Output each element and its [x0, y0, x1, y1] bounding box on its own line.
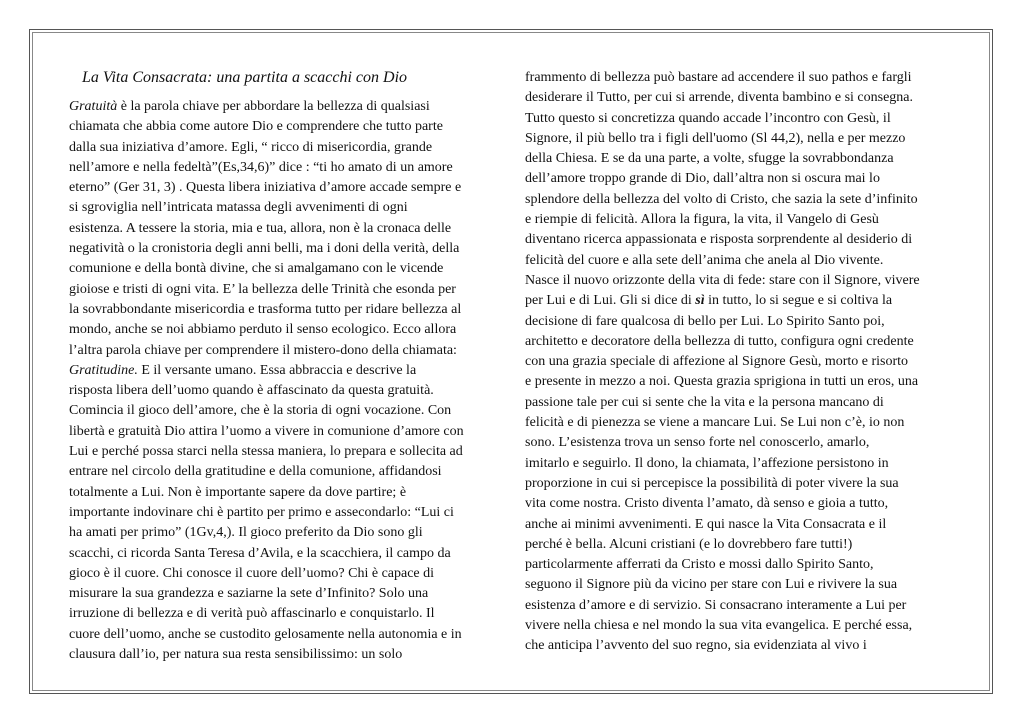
text-segment: particolarmente afferrati da Cristo e mossi dallo Spirito Santo,: [525, 557, 874, 573]
text-line: [69, 604, 489, 624]
text-line: [525, 190, 945, 210]
text-segment: che anticipa l’avvento del suo regno, sia evidenziata al vivo i: [525, 638, 867, 654]
text-segment: frammento di bellezza può bastare ad accendere il suo pathos e fargli: [525, 70, 912, 85]
text-line: [69, 341, 489, 361]
text-segment: totalmente a Lui. Non è importante sapere da dove partire; è: [69, 484, 407, 500]
text-line: [525, 636, 945, 656]
text-segment: cuore dell’uomo, anche se custodito gelosamente nella autonomia e in: [69, 626, 462, 642]
text-segment: felicità del cuore e alla sete dell’anima che anela al Dio vivente.: [525, 252, 884, 268]
text-line: [525, 596, 945, 616]
text-line: [69, 280, 489, 300]
text-segment: vivere nella chiesa e nel mondo la sua vita evangelica. E perché essa,: [525, 618, 913, 634]
text-line: [525, 474, 945, 494]
text-segment: gioiose e tristi di ogni vita. E’ la bellezza delle Trinità che esonda per: [69, 281, 456, 297]
text-line: [525, 393, 945, 413]
text-segment: irruzione di bellezza e di verità può affascinarlo e conquistarlo. Il: [69, 606, 435, 622]
text-segment: proporzione in cui si percepisce la possibilità di poter vivere la sua: [525, 475, 899, 491]
text-segment: architetto e decoratore della bellezza di tutto, configura ogni credente: [525, 333, 914, 349]
text-line: [525, 352, 945, 372]
text-line: [525, 312, 945, 332]
text-line: [525, 149, 945, 169]
text-segment: esistenza. A tessere la storia, mia e tua, allora, non è la cronaca delle: [69, 220, 452, 236]
text-line: [69, 300, 489, 320]
text-line: [69, 259, 489, 279]
text-segment: mondo, anche se noi abbiamo perduto il senso ecologico. Ecco allora: [69, 322, 457, 338]
text-segment: l’altra parola chiave per comprendere il mistero-dono della chiamata:: [69, 342, 457, 358]
text-line: [525, 88, 945, 108]
text-segment: negatività o la cronistoria degli anni belli, ma i doni della verità, della: [69, 241, 460, 257]
text-line: [525, 555, 945, 575]
text-segment: seguono il Signore più da vicino per stare con Lui e rivivere la sua: [525, 577, 898, 593]
text-line: [525, 515, 945, 535]
text-line: [69, 483, 489, 503]
text-segment: della Chiesa. E se da una parte, a volte, sfugge la sovrabbondanza: [525, 151, 894, 167]
text-segment: diventano ricerca appassionata e risposta sorprendente al desiderio di: [525, 232, 913, 248]
italic-keyword: Gratuità: [69, 99, 118, 114]
text-segment: importante indovinare chi è partito per primo e assecondarlo: “Lui ci: [69, 504, 454, 520]
text-segment: Tutto questo si concretizza quando accade l’incontro con Gesù, il: [525, 110, 891, 126]
text-segment: risposta libera dell’uomo quando è affascinato da questa gratuità.: [69, 383, 434, 399]
text-line: [525, 575, 945, 595]
text-segment: libertà e gratuità Dio attira l’uomo a vivere in comunione d’amore con: [69, 423, 464, 439]
text-segment: dalla sua iniziativa d’amore. Egli, “ ricco di misericordia, grande: [69, 139, 433, 155]
text-segment: per Lui e di Lui. Gli si dice di: [525, 293, 696, 309]
text-line: [69, 523, 489, 543]
text-line: [525, 251, 945, 271]
text-line: [69, 442, 489, 462]
text-line: [69, 198, 489, 218]
text-line: [525, 271, 945, 291]
text-segment: clausura dall’io, per natura sua resta sensibilissimo: un solo: [69, 647, 403, 663]
text-line: [69, 158, 489, 178]
text-segment: decisione di fare qualcosa di bello per Lui. Lo Spirito Santo poi,: [525, 313, 885, 329]
text-segment: imitarlo e seguirlo. Il dono, la chiamata, l’affezione persistono in: [525, 455, 889, 471]
text-segment: E il versante umano. Essa abbraccia e descrive la: [137, 362, 417, 378]
text-line: [525, 169, 945, 189]
text-segment: è la parola chiave per abbordare la bellezza di qualsiasi: [117, 99, 430, 114]
text-line: [69, 503, 489, 523]
text-segment: eterno” (Ger 31, 3) . Questa libera iniziativa d’amore accade sempre e: [69, 180, 462, 196]
text-line: [69, 544, 489, 564]
text-segment: entrare nel circolo della gratitudine e della comunione, affidandosi: [69, 464, 442, 480]
text-segment: anche ai minimi avvenimenti. E qui nasce la Vita Consacrata e il: [525, 516, 887, 532]
text-line: [69, 239, 489, 259]
text-line: [525, 413, 945, 433]
text-line: [525, 109, 945, 129]
text-line: [69, 401, 489, 421]
text-line: [525, 494, 945, 514]
text-line: [69, 138, 489, 158]
text-line: [69, 564, 489, 584]
text-line: [69, 117, 489, 137]
text-segment: e riempie di felicità. Allora la figura, la vita, il Vangelo di Gesù: [525, 212, 879, 228]
text-segment: nell’amore e nella fedeltà”(Es,34,6)” dice : “ti ho amato di un amore: [69, 159, 453, 175]
text-segment: desiderare il Tutto, per cui si arrende, diventa bambino e si consegna.: [525, 90, 914, 106]
text-line: [69, 645, 489, 665]
text-line: [69, 320, 489, 340]
text-segment: scacchi, ci ricorda Santa Teresa d’Avila, e la scacchiera, il campo da: [69, 545, 451, 561]
text-line: [525, 210, 945, 230]
text-line: [69, 381, 489, 401]
text-line: [525, 372, 945, 392]
text-segment: con una grazia speciale di affezione al Signore Gesù, morto e risorto: [525, 354, 909, 370]
text-segment: in tutto, lo si segue e si coltiva la: [704, 293, 893, 309]
text-segment: passione tale per cui si sente che la vita e la persona mancano di: [525, 394, 884, 410]
text-line: [69, 97, 489, 117]
text-segment: esistenza d’amore e di servizio. Si consacrano interamente a Lui per: [525, 597, 907, 613]
text-line: [69, 178, 489, 198]
left-text-column: [69, 97, 489, 665]
text-segment: ha amati per primo” (1Gv,4,). Il gioco preferito da Dio sono gli: [69, 525, 423, 541]
text-line: [69, 361, 489, 381]
text-line: [69, 422, 489, 442]
document-title: La Vita Consacrata: una partita a scacchi con Dio: [82, 69, 408, 86]
text-segment: gioco è il cuore. Chi conosce il cuore dell’uomo? Chi è capace di: [69, 565, 435, 581]
text-segment: si sgroviglia nell’intricata matassa degli avvenimenti di ogni: [69, 200, 408, 216]
text-line: [69, 219, 489, 239]
text-segment: misurare la sua grandezza e saziarne la sete d’Infinito? Solo una: [69, 586, 429, 602]
text-line: [525, 332, 945, 352]
text-line: [525, 230, 945, 250]
text-segment: la sovrabbondante misericordia e trasforma tutto per ridare bellezza al: [69, 301, 462, 317]
text-line: [69, 625, 489, 645]
text-segment: vita come nostra. Cristo diventa l’amato, dà senso e gioia a tutto,: [525, 496, 889, 512]
text-segment: Nasce il nuovo orizzonte della vita di fede: stare con il Signore, vivere: [525, 272, 920, 288]
text-segment: splendore della bellezza del volto di Cristo, che sazia la sete d’infinito: [525, 191, 918, 207]
text-segment: Comincia il gioco dell’amore, che è la storia di ogni vocazione. Con: [69, 403, 452, 419]
text-line: [69, 462, 489, 482]
text-line: [525, 68, 945, 88]
text-segment: felicità e di pienezza se viene a mancare Lui. Se Lui non c’è, io non: [525, 415, 905, 431]
text-segment: Lui e perché possa starci nella stessa maniera, lo prepara e sollecita ad: [69, 444, 463, 460]
text-segment: dell’amore troppo grande di Dio, dall’altra non si oscura mai lo: [525, 171, 880, 187]
text-line: [525, 129, 945, 149]
bold-italic-word: sì: [695, 293, 705, 309]
text-line: [525, 291, 945, 311]
text-segment: comunione e della bontà divine, che si amalgamano con le vicende: [69, 261, 444, 277]
italic-keyword: Gratitudine.: [69, 362, 138, 378]
text-line: [69, 584, 489, 604]
right-text-column: [525, 68, 945, 657]
text-segment: chiamata che abbia come autore Dio e comprendere che tutto parte: [69, 119, 443, 135]
text-segment: Signore, il più bello tra i figli dell'uomo (Sl 44,2), nella e per mezzo: [525, 130, 906, 146]
text-line: [525, 616, 945, 636]
text-segment: e presente in mezzo a noi. Questa grazia sprigiona in tutti un eros, una: [525, 374, 919, 390]
text-segment: sono. L’esistenza trova un senso forte nel conoscerlo, amarlo,: [525, 435, 870, 451]
text-segment: perché è bella. Alcuni cristiani (e lo dovrebbero fare tutti!): [525, 536, 853, 552]
text-line: [525, 535, 945, 555]
text-line: [525, 433, 945, 453]
text-line: [525, 454, 945, 474]
